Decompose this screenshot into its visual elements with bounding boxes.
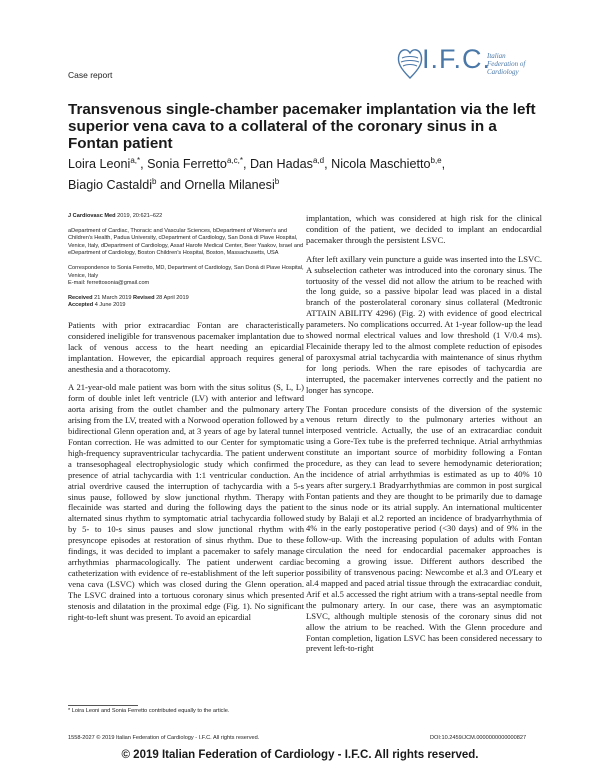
body-paragraph: Patients with prior extracardiac Fontan are characteristically considered ineligible for transvenous pacemaker implantation due to lack of venous access to the heart needing an epicardial implantation. However, the epicardial approach requires general anesthesia and a thoracotomy. [68, 319, 304, 374]
logo-text: I.F.C. [422, 44, 492, 74]
correspondence: Correspondence to Sonia Ferretto, MD, Department of Cardiology, San Donà di Piave Hospital, Venice, Italy [68, 264, 304, 279]
issn-line: 1558-2027 © 2019 Italian Federation of Cardiology - I.F.C. All rights reserved. [68, 735, 260, 741]
author-name: Ornella Milanesi [184, 178, 275, 193]
ifc-logo [396, 44, 536, 90]
right-column [306, 213, 542, 662]
author-name: Sonia Ferretto [147, 157, 227, 172]
body-paragraph: After left axillary vein puncture a guide was inserted into the LSVC. A subselection catheter was introduced into the coronary sinus. The tortuosity of the vessel did not allow the atrium to be reached with the long guide, so a passive bipolar lead was placed in a distal branch of the posterolateral coronary sinus collateral (Medtronic ATTAIN ABILITY 4296) (Fig. 2) with evidence of good electrical parameters. No complications occurred. At 1-year follow-up the lead showed normal electrical values and low threshold (1 V/0.4 ms). Flecainide therapy led to the almost complete reduction of episodes of paroxysmal atrial tachycardia with maintenance of sinus rhythm for long periods. When the rare episodes of tachycardia are interrupted, the pacemaker intervenes correctly and the patient no longer has syncope. [306, 253, 542, 395]
dates: Received 21 March 2019 Revised 28 April 2019 Accepted 4 June 2019 [68, 294, 189, 309]
author-list: Loira Leoni$^{a,*}$, Sonia Ferretto$^{a,c,*}$, Dan Hadas$^{a,d}$, Nicola Maschietto$^{b,e}$, Biagio Castaldi$^b$ and Ornella Milanesi$^b$ [68, 156, 446, 193]
author-affiliation: b [274, 177, 280, 187]
author-affiliation: a,c,* [226, 156, 243, 165]
author-name: Biagio Castaldi [68, 178, 153, 193]
body-paragraph: implantation, which was considered at high risk for the clinical condition of the patient, we decided to implant an endocardial pacemaker through the persistent LSVC. [306, 213, 542, 245]
left-column [68, 213, 304, 630]
body-paragraph: A 21-year-old male patient was born with the situs solitus (S, L, L) form of double inlet left ventricle (LV) with anterior and leftward aorta arising from the outlet chamber and the pulmonary artery arising from the LV, treated with a Norwood operation followed by a bidirectional Glenn operation and, at 3 years of age by lateral tunnel Fontan correction. He was admitted to our Center for symptomatic high-frequency supraventricular tachycardia. The patient underwent a transesophageal electrophysiologic study which confirmed the presence of atrial tachycardia with 1:1 ventricular conduction. An atrial overdrive caused the interruption of tachycardia with a 5-s sinus pause, followed by slow junctional rhythm. Therapy with flecainide was started and during the following days the patient alternated sinus rhythm to symptomatic atrial tachycardia followed by 5- to 10-s sinus pauses and slow junctional rhythm with presyncope episodes at restoration of sinus rhythm. Due to these findings, it was decided to implant a pacemaker to safely manage arrhythmias pharmacologically. The patient underwent cardiac catheterization with evidence of re-establishment of the left superior vena cava (LSVC) which was closed during the Glenn operation. The LSVC drained into a tortuous coronary sinus which presented stenosis and dilatation in the proximal edge (Fig. 1). No significant right-to-left shunt was present. To avoid an epicardial [68, 382, 304, 622]
author-affiliation: b,e [430, 156, 442, 165]
footnote: * Loira Leoni and Sonia Ferretto contributed equally to the article. [68, 708, 230, 714]
author-name: Loira Leoni [68, 157, 131, 172]
article-type-label: Case report [68, 70, 113, 80]
author-affiliation: b [152, 177, 157, 187]
logo-subtitle: Italian Federation of Cardiology [487, 52, 526, 76]
doi-line: DOI:10.2459/JCM.0000000000000827 [430, 735, 527, 741]
authors-and: and [159, 178, 181, 193]
affiliations: aDepartment of Cardiac, Thoracic and Vascular Sciences, bDepartment of Women's and Children's Health, Padua University, cDepartment of Cardiology, San Donà di Piave Hospital, Venice, Italy, dDepartment of Cardiology, Assaf Harofe Medical Center, Beer Yaakov, Israel and eDepartment of Cardiology, Boston Children's Hospital, Boston, Massachusetts, USA [68, 227, 304, 257]
copyright-banner: © 2019 Italian Federation of Cardiology - I.F.C. All rights reserved. [121, 749, 479, 761]
author-name: Nicola Maschietto [331, 157, 431, 172]
article-meta [68, 213, 304, 310]
footnote-divider [68, 705, 138, 706]
citation: J Cardiovasc Med 2019, 20:621–622 [68, 213, 163, 219]
author-affiliation: a,d [312, 156, 325, 165]
author-affiliation: a,* [130, 156, 141, 165]
heart-logo-icon [396, 46, 424, 80]
article-title: Transvenous single-chamber pacemaker implantation via the left superior vena cava to a collateral of the coronary sinus in a Fontan patient [68, 101, 536, 152]
author-name: Dan Hadas [249, 157, 313, 172]
email: E-mail: ferrettosonia@gmail.com [68, 280, 150, 287]
body-paragraph: The Fontan procedure consists of the diversion of the systemic venous return directly to the pulmonary arteries without an interposed ventricle. Actually, the use of an extracardiac conduit using a Gore-Tex tube is the preferred technique. Atrial arrhythmias constitute an important source of morbidity following a Fontan procedure, as they can lead to severe hemodynamic deterioration; the incidence of atrial arrhythmias is estimated as up to 40% 10 years after surgery.1 Bradyarrhythmias are common in post surgical Fontan patients and they are thought to be primarily due to damage to the sinus node or its atrial supply. An international multicenter study by Balaji et al.2 reported an incidence of bradyarrhythmia of 4% in the early postoperative period (<30 days) and of 9% in the follow-up. With the increasing population of adults with Fontan circulation the need for endocardial pacemaker approaches is becoming a growing issue. Different authors described the possibility of transvenous pacing: Newcombe et al.3 and O'Leary et al.4 mapped and paced atrial tissue through the extracardiac conduit, Arif et al.5 accessed the right atrium with a trans-septal needle from the pulmonary artery. In our case, there was an asymptomatic LSVC, although multiple stenosis of the coronary sinus did not allow the atrium to be reached. With the Glenn procedure and Fontan completion, ligation LSVC has been considered necessary to prevent left-to-right [306, 403, 542, 654]
